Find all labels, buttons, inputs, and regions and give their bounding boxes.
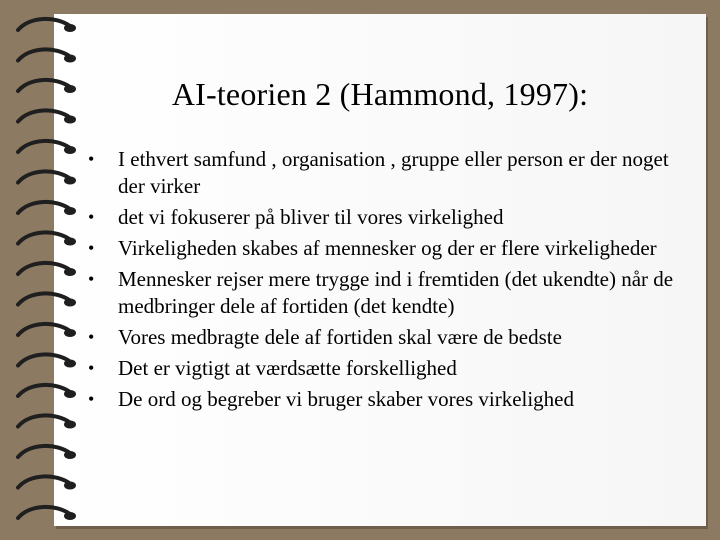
binding-ring — [18, 49, 70, 60]
bullet-item — [86, 353, 696, 384]
binding-hole — [64, 451, 76, 459]
binding-hole — [64, 329, 76, 337]
bullet-icon: • — [88, 327, 95, 347]
bullet-text: De ord og begreber vi bruger skaber vores virkelighed — [118, 387, 575, 411]
binding-ring — [18, 232, 70, 243]
binding-hole — [64, 421, 76, 429]
bullet-icon: • — [88, 238, 95, 258]
binding-hole — [64, 360, 76, 368]
bullet-list — [86, 144, 696, 415]
binding-ring — [18, 324, 70, 335]
bullet-text: Det er vigtigt at værdsætte forskellighed — [118, 356, 457, 380]
binding-hole — [64, 116, 76, 124]
bullet-icon: • — [88, 389, 95, 409]
bullet-item — [86, 233, 696, 264]
binding-hole — [64, 55, 76, 63]
binding-hole — [64, 299, 76, 307]
binding-ring — [18, 263, 70, 274]
binding-hole — [64, 512, 76, 520]
bullet-text: Vores medbragte dele af fortiden skal være de bedste — [118, 325, 562, 349]
bullet-text: I ethvert samfund , organisation , gruppe eller person er der noget der virker — [118, 147, 669, 198]
bullet-text: Virkeligheden skabes af mennesker og der er flere virkeligheder — [118, 236, 657, 260]
slide-title: AI-teorien 2 (Hammond, 1997): — [171, 76, 589, 112]
bullet-item — [86, 264, 696, 322]
bullet-icon: • — [88, 207, 95, 227]
binding-ring — [18, 415, 70, 426]
bullet-icon: • — [88, 269, 95, 289]
binding-hole — [64, 238, 76, 246]
binding-ring — [18, 476, 70, 487]
binding-ring — [18, 507, 70, 518]
binding-ring — [18, 202, 70, 213]
binding-hole — [64, 24, 76, 32]
binding-hole — [64, 482, 76, 490]
bullet-text: det vi fokuserer på bliver til vores virkelighed — [118, 205, 504, 229]
bullet-text: Mennesker rejser mere trygge ind i fremtiden (det ukendte) når de medbringer dele af fortiden (det kendte) — [118, 267, 674, 318]
binding-hole — [64, 146, 76, 154]
binding-ring — [18, 446, 70, 457]
bullet-item — [86, 322, 696, 353]
bullet-icon: • — [88, 149, 95, 169]
bullet-icon: • — [88, 358, 95, 378]
binding-ring — [18, 19, 70, 30]
binding-hole — [64, 177, 76, 185]
binding-ring — [18, 171, 70, 182]
binding-hole — [64, 268, 76, 276]
binding-ring — [18, 354, 70, 365]
binding-ring — [18, 385, 70, 396]
binding-ring — [18, 293, 70, 304]
bullet-item — [86, 202, 696, 233]
bullet-item — [86, 384, 696, 415]
binding-hole — [64, 390, 76, 398]
binding-hole — [64, 207, 76, 215]
binding-ring — [18, 141, 70, 152]
bullet-item — [86, 144, 696, 202]
